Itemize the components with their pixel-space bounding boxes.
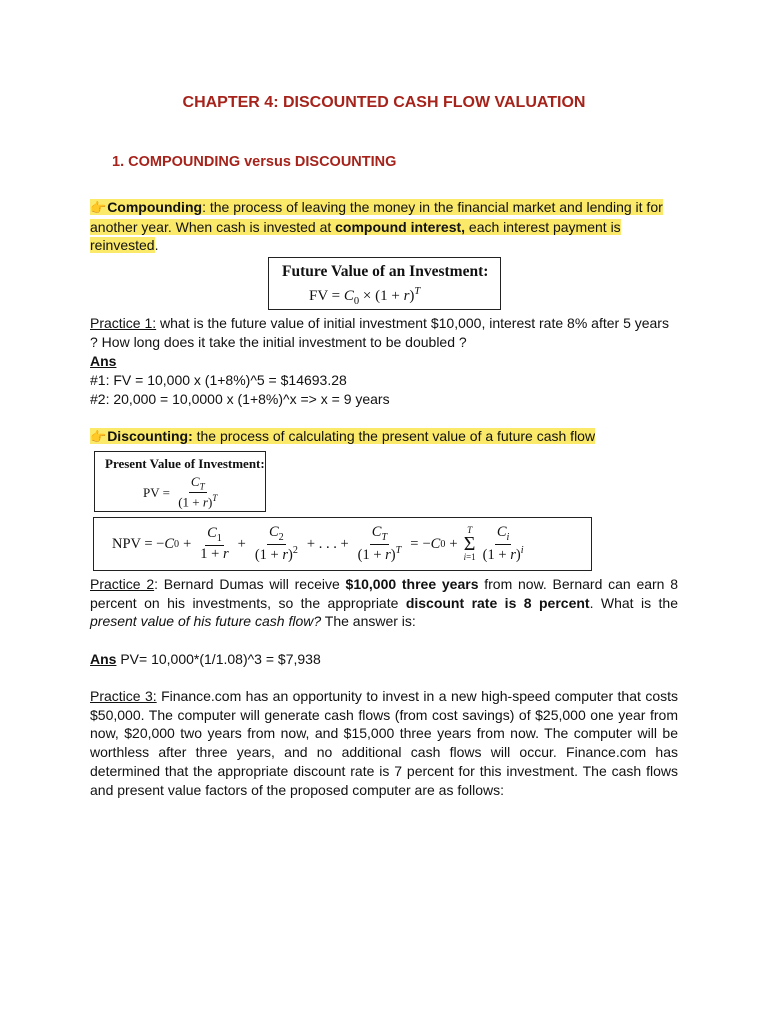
practice-1-answer-1: #1: FV = 10,000 x (1+8%)^5 = $14693.28: [90, 372, 347, 388]
practice-3-text: Finance.com has an opportunity to invest in a new high-speed computer that costs $50,000. The computer will generate cash flows (from cost savings) of $25,000 one year from now, $20,000 two years from now, and $15,000 three years from now. The computer will be worthless after three years, and no additional cash flows will occur. Finance.com has determined that the appropriate discount rate is 7 percent for this investment. The cash flows and present value factors of the proposed computer are as follows:: [90, 688, 678, 798]
practice-3-label: Practice 3:: [90, 688, 157, 704]
practice-3-question: [90, 687, 678, 799]
practice-2-answer: [90, 650, 678, 669]
discounting-paragraph: [90, 427, 678, 447]
compound-interest-term: compound interest,: [335, 218, 466, 235]
compounding-term: Compounding: [107, 199, 203, 215]
practice-2-text: The answer is:: [321, 613, 416, 630]
pointing-hand-icon: 👉: [90, 429, 107, 444]
npv-formula-box: [93, 517, 592, 571]
practice-1-label: Practice 1:: [90, 315, 157, 331]
practice-2-label: Practice 2: [90, 576, 155, 592]
practice-2-rate: discount rate is 8 percent: [405, 594, 590, 611]
practice-1-answer-2: #2: 20,000 = 10,0000 x (1+8%)^x => x = 9 years: [90, 391, 390, 407]
practice-2-text: : Bernard Dumas will receive: [154, 576, 346, 592]
practice-2-ans-label: Ans: [90, 651, 117, 667]
discounting-term: Discounting:: [107, 428, 193, 444]
present-value-formula-box: [94, 451, 266, 512]
practice-1-question: [90, 314, 678, 351]
practice-2-question-italic: present value of his future cash flow?: [90, 613, 322, 630]
discounting-text: the process of calculating the present value of a future cash flow: [192, 428, 596, 444]
compounding-paragraph: [90, 198, 678, 255]
practice-2-text: from now. Bernard can earn 8 percent on his investments, so the appropriate: [90, 576, 679, 611]
future-value-formula: FV = $C_0 \times (1 + r)^T$: [309, 286, 421, 307]
practice-2-text: . What is the: [589, 594, 678, 611]
pointing-hand-icon: 👉: [90, 200, 107, 215]
future-value-formula-title: Future Value of an Investment:: [282, 263, 489, 280]
section-heading: 1. COMPOUNDING versus DISCOUNTING: [112, 154, 397, 170]
npv-formula: NPV = − C 0 + $\frac{C_1}{1 + r}$ + $\frac{C_2}{(1 + r)^2}$ + . . . + $\frac{C_T}{(1 + r)^T}$ = − C 0 + T Σ i=1 $\frac{C_i}{(1 + r)^i}$: [112, 524, 524, 563]
present-value-formula: PV = $\frac{C_T}{(1 + r)^T}$: [143, 474, 218, 510]
compounding-text-end: each interest payment is reinvested: [90, 218, 621, 254]
discounting-highlight: [90, 428, 595, 444]
practice-2-question: [90, 575, 678, 631]
compounding-text: : the process of leaving the money in the financial market and lending it for another year. When cash is invested at: [90, 199, 663, 235]
practice-2-amount: $10,000 three years: [345, 576, 479, 592]
chapter-title: CHAPTER 4: DISCOUNTED CASH FLOW VALUATION: [182, 94, 586, 111]
practice-2-ans-text: PV= 10,000*(1/1.08)^3 = $7,938: [116, 651, 321, 667]
compounding-highlight: [90, 199, 663, 253]
present-value-formula-title: Present Value of Investment:: [105, 456, 265, 471]
compounding-period: .: [154, 237, 159, 254]
practice-1-ans-label: Ans: [90, 353, 117, 369]
future-value-formula-box: [268, 257, 501, 310]
practice-1-text: what is the future value of initial investment $10,000, interest rate 8% after 5 years ? How long does it take the initial investment to be doubled ?: [90, 315, 669, 350]
